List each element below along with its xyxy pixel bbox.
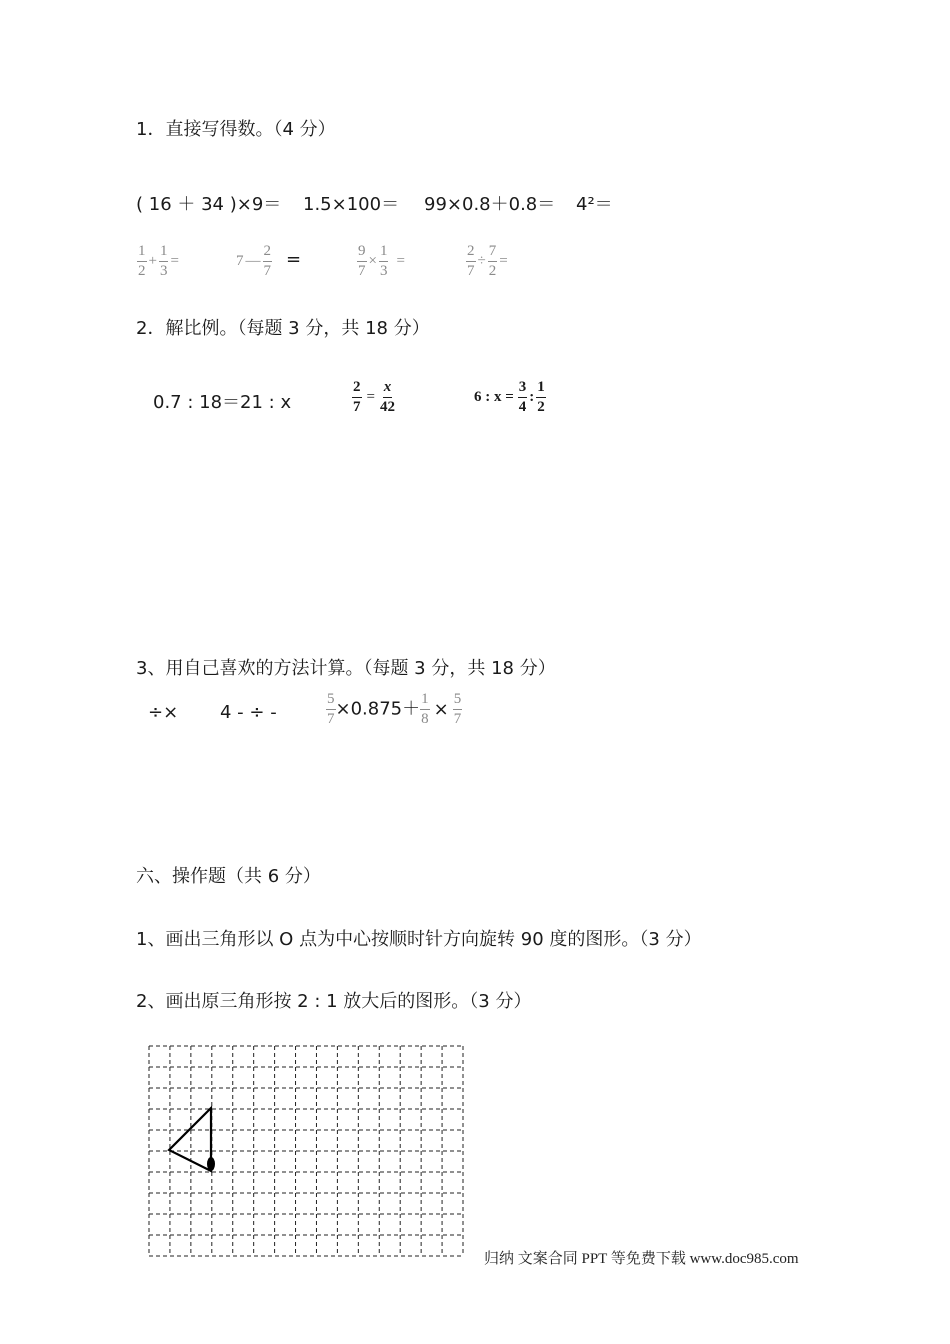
denominator: 2 <box>138 263 146 279</box>
footer-text: 归纳 文案合同 PPT 等免费下载 www.doc985.com <box>484 1251 799 1267</box>
numerator: 1 <box>536 380 546 398</box>
numerator: 2 <box>263 244 273 262</box>
fraction <box>453 692 463 727</box>
operator: + <box>148 252 157 269</box>
denominator: 3 <box>379 263 388 279</box>
q2-heading: 2．解比例。（每题 3 分，共 18 分） <box>136 318 430 339</box>
denominator: 2 <box>537 399 545 415</box>
q2-expr-2 <box>352 380 395 415</box>
denominator: 7 <box>467 263 475 279</box>
q1-expr-2: 1.5×100＝ <box>303 194 400 215</box>
q3-heading: 3、用自己喜欢的方法计算。（每题 3 分，共 18 分） <box>136 658 556 679</box>
fraction <box>379 244 389 279</box>
denominator: 7 <box>263 263 271 279</box>
center-point-o <box>207 1157 215 1171</box>
q1-expr-1: ( 16 ＋ 34 )×9＝ <box>136 194 282 215</box>
section-6-item-1: 1、画出三角形以 O 点为中心按顺时针方向旋转 90 度的图形。（3 分） <box>136 929 702 950</box>
denominator: 7 <box>358 263 366 279</box>
fraction <box>518 380 528 415</box>
q1-expr-3: 99×0.8＋0.8＝ <box>424 194 556 215</box>
original-triangle <box>169 1108 211 1171</box>
numerator: x <box>383 380 393 398</box>
numerator: 5 <box>453 692 463 710</box>
fraction <box>380 380 395 415</box>
ratio-prefix: 6 : x = <box>474 388 514 405</box>
q1-expr-4: 4²＝ <box>576 194 613 215</box>
numerator: 1 <box>379 244 389 262</box>
denominator: 2 <box>488 263 497 279</box>
denominator: 7 <box>327 711 335 727</box>
fraction <box>326 692 336 727</box>
q1-frac-expr-4 <box>466 244 510 279</box>
section-6-item-2: 2、画出原三角形按 2 : 1 放大后的图形。（3 分） <box>136 991 532 1012</box>
operator: × <box>433 698 449 720</box>
operator: × <box>368 252 377 269</box>
grid-lines <box>149 1046 463 1256</box>
whole-number: 7 <box>236 252 244 269</box>
numerator: 5 <box>326 692 336 710</box>
q1-frac-expr-1 <box>137 244 181 279</box>
denominator: 3 <box>159 263 168 279</box>
fraction <box>263 244 273 279</box>
q3-expr-2: 4 - ÷ - <box>220 702 277 723</box>
numerator: 7 <box>488 244 498 262</box>
denominator: 4 <box>518 399 527 415</box>
fraction <box>466 244 476 279</box>
fraction <box>357 244 367 279</box>
numerator: 2 <box>466 244 476 262</box>
numerator: 3 <box>518 380 528 398</box>
q1-heading: 1．直接写得数。（4 分） <box>136 119 336 140</box>
equals-sign: = <box>170 252 179 269</box>
fraction <box>137 244 147 279</box>
q3-expr-3 <box>326 692 462 727</box>
equals-sign: = <box>366 388 375 405</box>
fraction <box>536 380 546 415</box>
fraction <box>420 692 430 727</box>
denominator: 8 <box>421 711 429 727</box>
equals-sign: = <box>499 252 508 269</box>
numerator: 1 <box>420 692 430 710</box>
denominator: 7 <box>353 399 361 415</box>
numerator: 1 <box>159 244 169 262</box>
drawing-grid[interactable] <box>148 1045 464 1257</box>
equals-sign: = <box>286 248 302 270</box>
q1-frac-expr-2 <box>236 244 301 279</box>
numerator: 9 <box>357 244 367 262</box>
numerator: 1 <box>137 244 147 262</box>
denominator: 42 <box>379 399 395 415</box>
fraction <box>352 380 362 415</box>
q2-expr-3 <box>474 380 546 415</box>
operator: ÷ <box>477 252 486 269</box>
section-6-heading: 六、操作题（共 6 分） <box>136 866 321 887</box>
q2-expr-1: 0.7 : 18＝21 : x <box>153 392 292 413</box>
fraction <box>159 244 169 279</box>
ratio-colon: : <box>529 388 535 405</box>
numerator: 2 <box>352 380 362 398</box>
fraction <box>488 244 498 279</box>
operator: — <box>245 252 261 269</box>
q3-expr-1: ÷× <box>148 702 179 723</box>
denominator: 7 <box>453 711 462 727</box>
expression-middle: ×0.875＋ <box>335 698 421 720</box>
equals-sign: = <box>396 252 405 269</box>
q1-frac-expr-3 <box>357 244 407 279</box>
